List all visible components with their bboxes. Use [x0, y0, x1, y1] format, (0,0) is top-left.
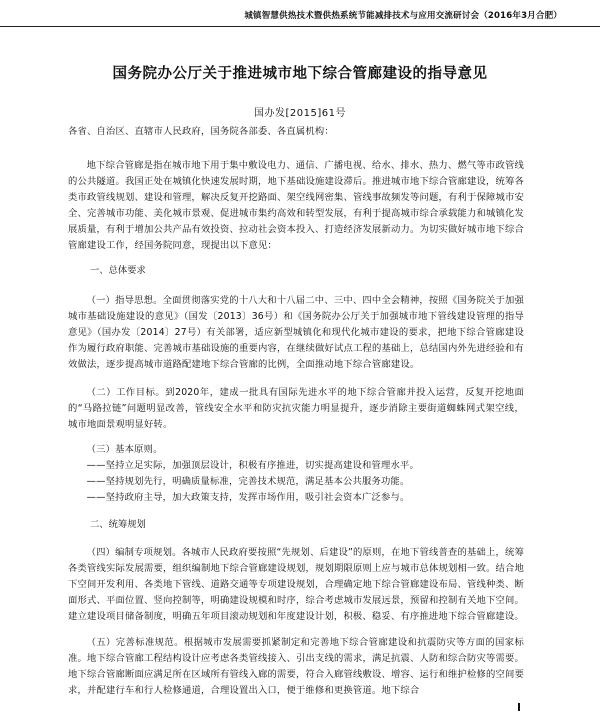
- principle-item: ——坚持立足实际，加强顶层设计，积极有序推进，切实提高建设和管理水平。: [86, 460, 419, 471]
- document-title: 国务院办公厅关于推进城市地下综合管廊建设的指导意见: [112, 66, 488, 82]
- paragraph-basic-principles: （三）基本原则。: [86, 444, 163, 455]
- paragraph-guiding-ideology: （一）指导思想。全面贯彻落实党的十八大和十八届二中、三中、四中全会精神，按照《国务院关于加强城市基础设施建设的意见》（国发〔2013〕36号）和《国务院办公厅关于加强城市地下管线建设管理的指导意见》（国办发〔2014〕27号）有关部署，适应新型城镇化和现代化城市建设的要求，把地下综合管廊建设作为履行政府职能、完善城市基础设施的重要内容，在继续做好试点工程的基础上，总结国内外先进经验和有效做法，逐步提高城市道路配建地下综合管廊的比例，全面推动地下综合管廊建设。: [68, 295, 524, 370]
- principle-item: ——坚持政府主导，加大政策支持，发挥市场作用，吸引社会资本广泛参与。: [86, 492, 410, 503]
- intro-paragraph: 地下综合管廊是指在城市地下用于集中敷设电力、通信、广播电视、给水、排水、热力、燃气等市政管线的公共隧道。我国正处在城镇化快速发展时期，地下基础设施建设滞后。推进城市地下综合管廊建设，统筹各类市政管线规划、建设和管理，解决反复开挖路面、架空线网密集、管线事故频发等问题，有利于保障城市安全、完善城市功能、美化城市景观、促进城市集约高效和转型发展，有利于提高城市综合承载能力和城镇化发展质量，有利于增加公共产品有效投资、拉动社会资本投入、打造经济发展新动力。为切实做好城市地下综合管廊建设工作，经国务院同意，现提出以下意见：: [68, 160, 524, 251]
- running-header-text: 城镇智慧供热技术暨供热系统节能减排技术与应用交流研讨会（2016年3月合肥）: [244, 11, 562, 21]
- addressee: 各省、自治区、直辖市人民政府，国务院各部委、各直属机构：: [68, 126, 334, 137]
- section-heading-1: 一、总体要求: [90, 265, 146, 276]
- principles-list: [68, 458, 524, 506]
- paragraph-special-planning: （四）编制专项规划。各城市人民政府要按照“先规划、后建设”的原则，在地下管线普查的基础上，统筹各类管线实际发展需要，组织编制地下综合管廊建设规划，规划期限原则上应与城市总体规划相一致。结合地下空间开发利用、各类地下管线、道路交通等专项建设规划，合理确定地下综合管廊建设布局、管线种类、断面形式、平面位置、竖向控制等，明确建设规模和时序，综合考虑城市发展远景，预留和控制有关地下空间。建立建设项目储备制度，明确五年项目滚动规划和年度建设计划，积极、稳妥、有序推进地下综合管廊建设。: [68, 547, 524, 622]
- section-heading-2: 二、统筹规划: [90, 519, 146, 530]
- document-number: 国办发[2015]61号: [254, 108, 346, 119]
- running-header: [0, 0, 600, 27]
- paragraph-standards: （五）完善标准规范。根据城市发展需要抓紧制定和完善地下综合管廊建设和抗震防灾等方面的国家标准。地下综合管廊工程结构设计应考虑各类管线接入、引出支线的需求，满足抗震、人防和综合防灾等需要。地下综合管廊断面应满足所在区域所有管线入廊的需要，符合入廊管线敷设、增容、运行和维护检修的空间要求，并配建行车和行人检修通道，合理设置出入口，便于维修和更换管道。地下综合: [68, 637, 524, 696]
- paragraph-work-goals: （二）工作目标。到2020年，建成一批具有国际先进水平的地下综合管廊并投入运营，反复开挖地面的“马路拉链”问题明显改善，管线安全水平和防灾抗灾能力明显提升，逐步消除主要街道蜘蛛网式架空线，城市地面景观明显好转。: [68, 387, 524, 430]
- principle-item: ——坚持规划先行，明确质量标准，完善技术规范，满足基本公共服务功能。: [86, 476, 410, 487]
- page-marker: [518, 703, 520, 711]
